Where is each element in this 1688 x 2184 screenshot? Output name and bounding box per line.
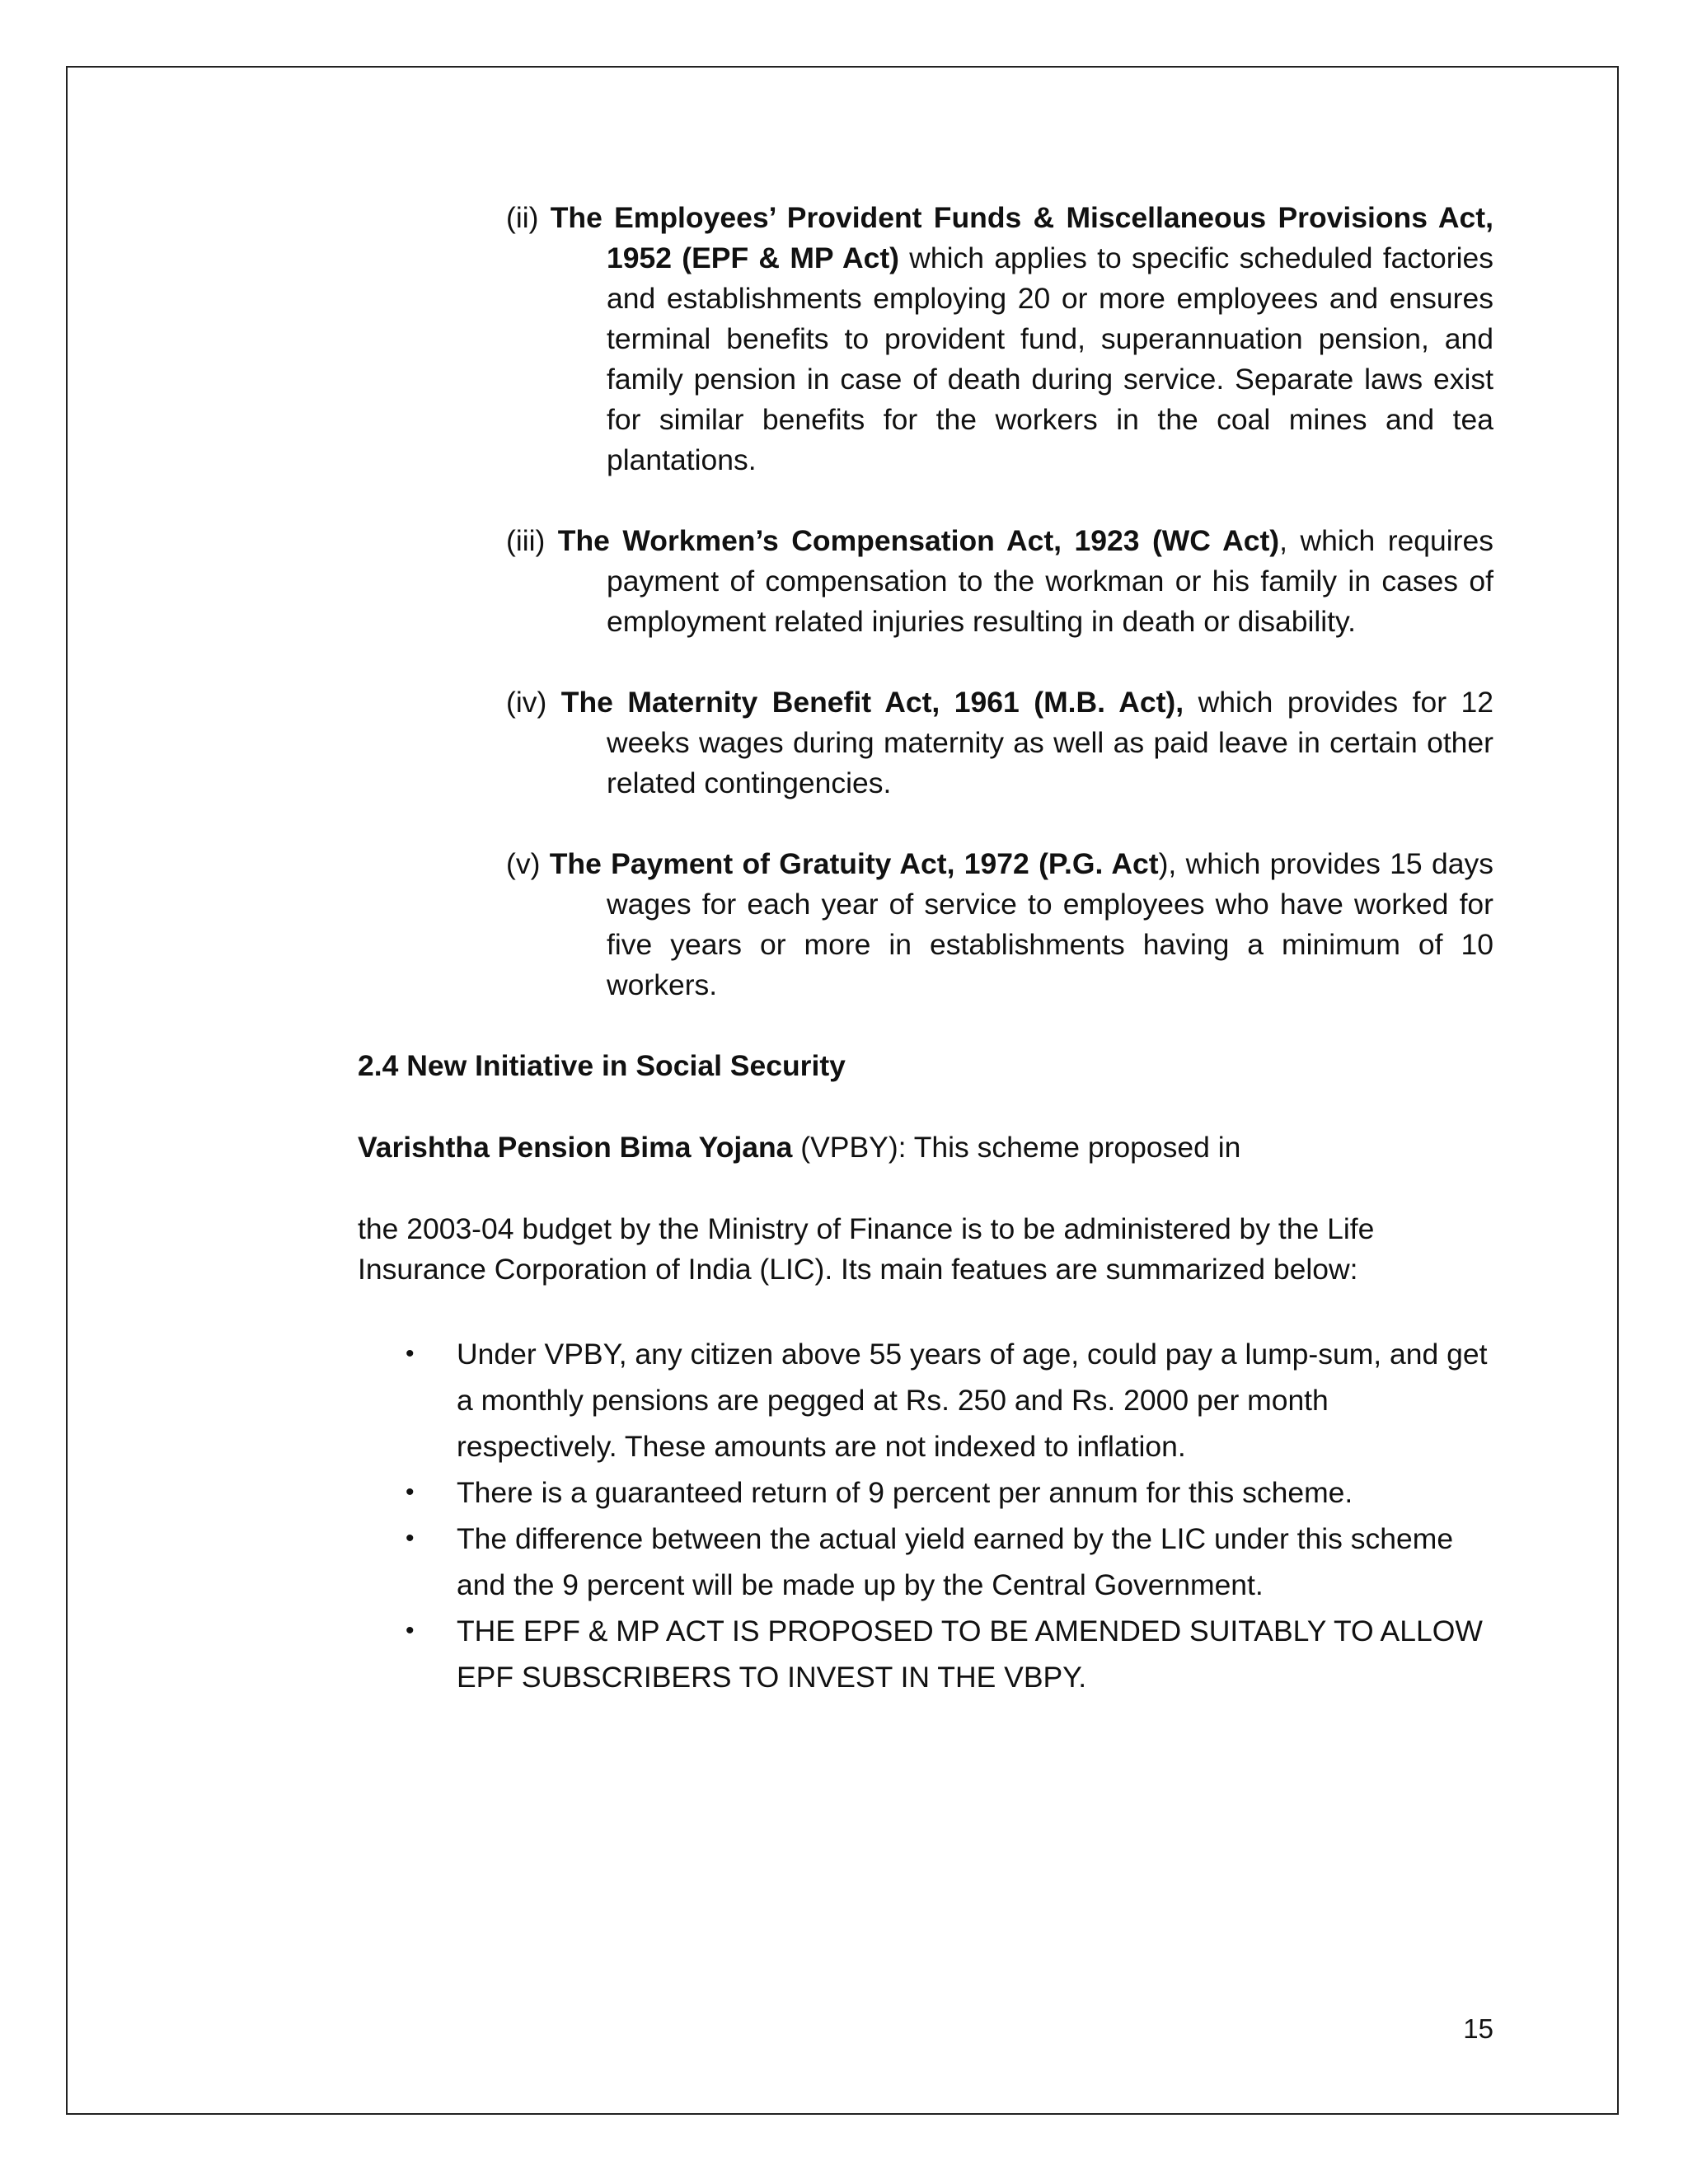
- list-item: [406, 1516, 1493, 1608]
- scheme-paragraph: the 2003-04 budget by the Ministry of Finance is to be administered by the Life Insurance Corporation of India (LIC). Its main featues are summarized below:: [358, 1212, 1375, 1286]
- page-number: 15: [1463, 2013, 1493, 2044]
- act-number: (ii): [506, 201, 539, 234]
- act-item-mb: [506, 682, 1493, 804]
- list-item: [406, 1608, 1493, 1700]
- scheme-intro-text: (VPBY): This scheme proposed in: [792, 1131, 1241, 1164]
- act-description: which provides for 12 weeks wages during maternity as well as paid leave in certain other related contingencies.: [607, 686, 1494, 799]
- bullet-icon: •: [406, 1525, 415, 1552]
- page-content: [358, 198, 1493, 1700]
- bullet-icon: •: [406, 1479, 415, 1506]
- list-item: [406, 1331, 1493, 1469]
- act-title: The Maternity Benefit Act, 1961 (M.B. Act),: [560, 686, 1184, 719]
- act-item-wc: [506, 521, 1493, 642]
- list-item-text: There is a guaranteed return of 9 percent per annum for this scheme.: [457, 1476, 1353, 1509]
- list-item: [406, 1469, 1493, 1516]
- list-item-text: Under VPBY, any citizen above 55 years of age, could pay a lump-sum, and get a monthly pensions are pegged at Rs. 250 and Rs. 2000 per month respectively. These amounts are not indexed to inflation.: [457, 1338, 1488, 1463]
- act-description: ), which provides 15 days wages for each year of service to employees who have worked for five years or more in establishments having a minimum of 10 workers.: [607, 847, 1493, 1001]
- act-item-epf: [506, 198, 1493, 480]
- act-title: The Employees’ Provident Funds & Miscellaneous Provisions Act, 1952 (EPF & MP Act): [550, 201, 1493, 274]
- act-description: , which requires payment of compensation to the workman or his family in cases of employment related injuries resulting in death or disability.: [607, 524, 1493, 638]
- list-item-text: THE EPF & MP ACT IS PROPOSED TO BE AMENDED SUITABLY TO ALLOW EPF SUBSCRIBERS TO INVEST IN THE VBPY.: [457, 1615, 1483, 1694]
- act-number: (iv): [506, 686, 547, 719]
- scheme-name: Varishtha Pension Bima Yojana: [358, 1131, 793, 1164]
- bullet-icon: •: [406, 1340, 415, 1367]
- act-title: The Workmen’s Compensation Act, 1923 (WC Act): [557, 524, 1280, 557]
- act-number: (iii): [506, 524, 546, 557]
- act-number: (v): [506, 847, 541, 880]
- section-heading: 2.4 New Initiative in Social Security: [358, 1049, 846, 1082]
- features-list: [358, 1331, 1493, 1700]
- list-item-text: The difference between the actual yield earned by the LIC under this scheme and the 9 percent will be made up by the Central Government.: [457, 1522, 1454, 1601]
- act-item-pg: [506, 844, 1493, 1005]
- act-title: The Payment of Gratuity Act, 1972 (P.G. Act: [549, 847, 1159, 880]
- scheme-intro-paragraph: [358, 1127, 1493, 1168]
- act-description: which applies to specific scheduled factories and establishments employing 20 or more employees and ensures terminal benefits to provident fund, superannuation pension, and family pension in case of death during service. Separate laws exist for similar benefits for the workers in the coal mines and tea plantations.: [607, 241, 1493, 476]
- bullet-icon: •: [406, 1617, 415, 1644]
